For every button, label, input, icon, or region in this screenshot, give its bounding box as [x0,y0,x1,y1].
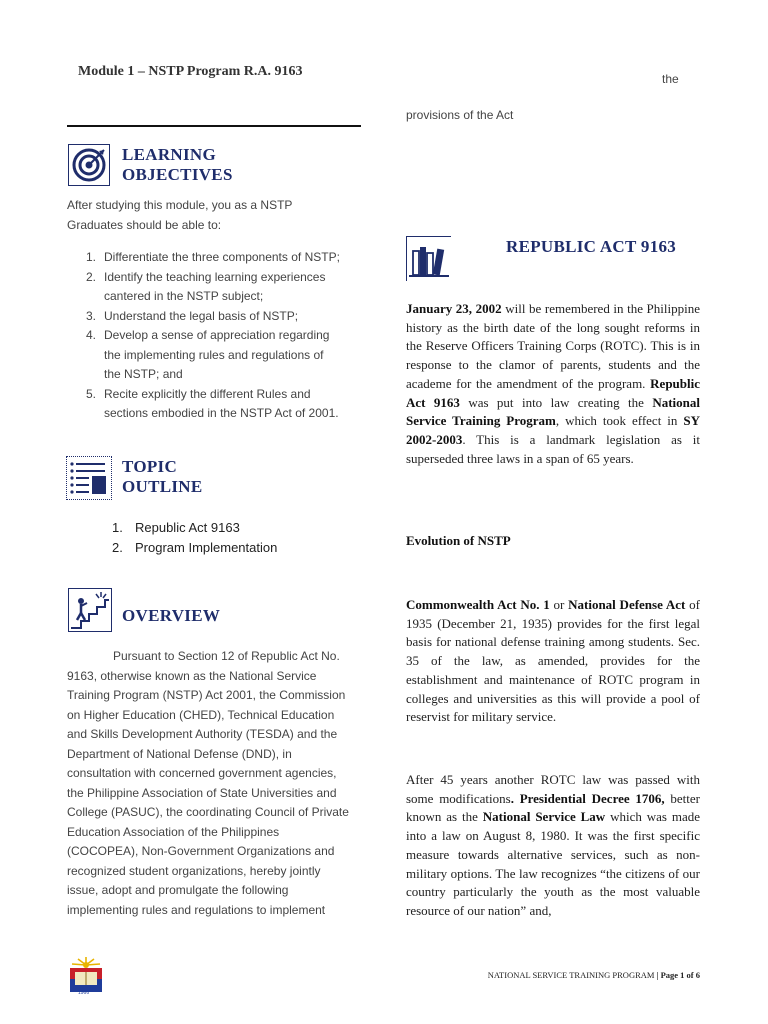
list-item: 1. Republic Act 9163 [112,520,240,535]
footer-separator: | [654,970,661,980]
list-item: 2. Identify the teaching learning experiences cantered in the NSTP subject; [86,269,326,303]
footer-page-number: Page 1 of 6 [660,970,700,980]
outline-list-icon [66,456,112,500]
footer-program-name: NATIONAL SERVICE TRAINING PROGRAM [487,970,655,980]
topic-outline-list [112,518,362,558]
module-title: Module 1 – NSTP Program R.A. 9163 [78,64,303,79]
seal-year: 1966 [78,990,90,996]
stairs-climber-icon [68,588,112,632]
target-icon [68,144,110,186]
list-item: 3. Understand the legal basis of NSTP; [86,308,299,323]
list-item: 4. Develop a sense of appreciation regarding the implementing rules and regulations of the NSTP; and [86,328,330,381]
page-footer [488,970,700,980]
continued-text-fragment-2: provisions of the Act [406,108,514,122]
republic-act-title: REPUBLIC ACT 9163 [506,237,677,256]
school-seal-logo [66,955,106,997]
list-item: 1. Differentiate the three components of NSTP; [86,250,340,264]
overview-title: OVERVIEW [122,606,221,625]
republic-act-paragraph: January 23, 2002 will be remembered in the Philippine history as the birth date of the long sought reforms in the Reserve Officers Training Corps (ROTC). This is in response to the clamor of parents, students and the academe for the amendment of the program. Republic Act 9163 was put into law creating the National Service Training Program, which took effect in SY 2002-2003. This is a landmark legislation as it superseded three laws in a span of 65 years. [406,301,701,466]
books-icon [406,236,451,281]
commonwealth-paragraph: Commonwealth Act No. 1 or National Defense Act of 1935 (December 21, 1935) provides for the first legal basis for national defense training among students. Sec. 35 of the law, as amended, provides for the establishment and maintenance of ROTC program in colleges and universities as this will provide a pool of reservist for military service. [406,597,700,725]
objectives-intro: After studying this module, you as a NSTP Graduates should be able to: [67,198,293,232]
topic-outline-title: TOPIC OUTLINE [122,457,203,496]
continued-text-fragment: the [662,72,679,86]
list-item: 5. Recite explicitly the different Rules and sections embodied in the NSTP Act of 2001. [86,386,339,420]
objectives-list [77,248,367,424]
evolution-heading: Evolution of NSTP [406,533,511,548]
overview-paragraph: Pursuant to Section 12 of Republic Act No. 9163, otherwise known as the National Service Training Program (NSTP) Act 2001, the Commission on Higher Education (CHED), Technical Education and Skills Development Authority (TESDA) and the Department of National Defense (DND), in consultation with concerned government agencies, the Philippine Association of State Universities and College (PASUC), the coordinating Council of Private Education Association of the Philippines (COCOPEA), Non-Government Organizations and recognized student organizations, hereby jointly issue, adopt and promulgate the following implementing rules and regulations to implement [67,649,349,917]
learning-objectives-title: LEARNING OBJECTIVES [122,145,233,184]
header-divider [67,125,361,127]
list-item: 2. Program Implementation [112,540,278,555]
presidential-decree-paragraph: After 45 years another ROTC law was passed with some modifications. Presidential Decree 1706, better known as the National Service Law which was made into a law on August 8, 1980. It was the first specific measure towards alternative services, such as non-military options. The law recognizes “the citizens of our country particularly the youth as the most valuable resource of our nation” and, [406,772,701,918]
